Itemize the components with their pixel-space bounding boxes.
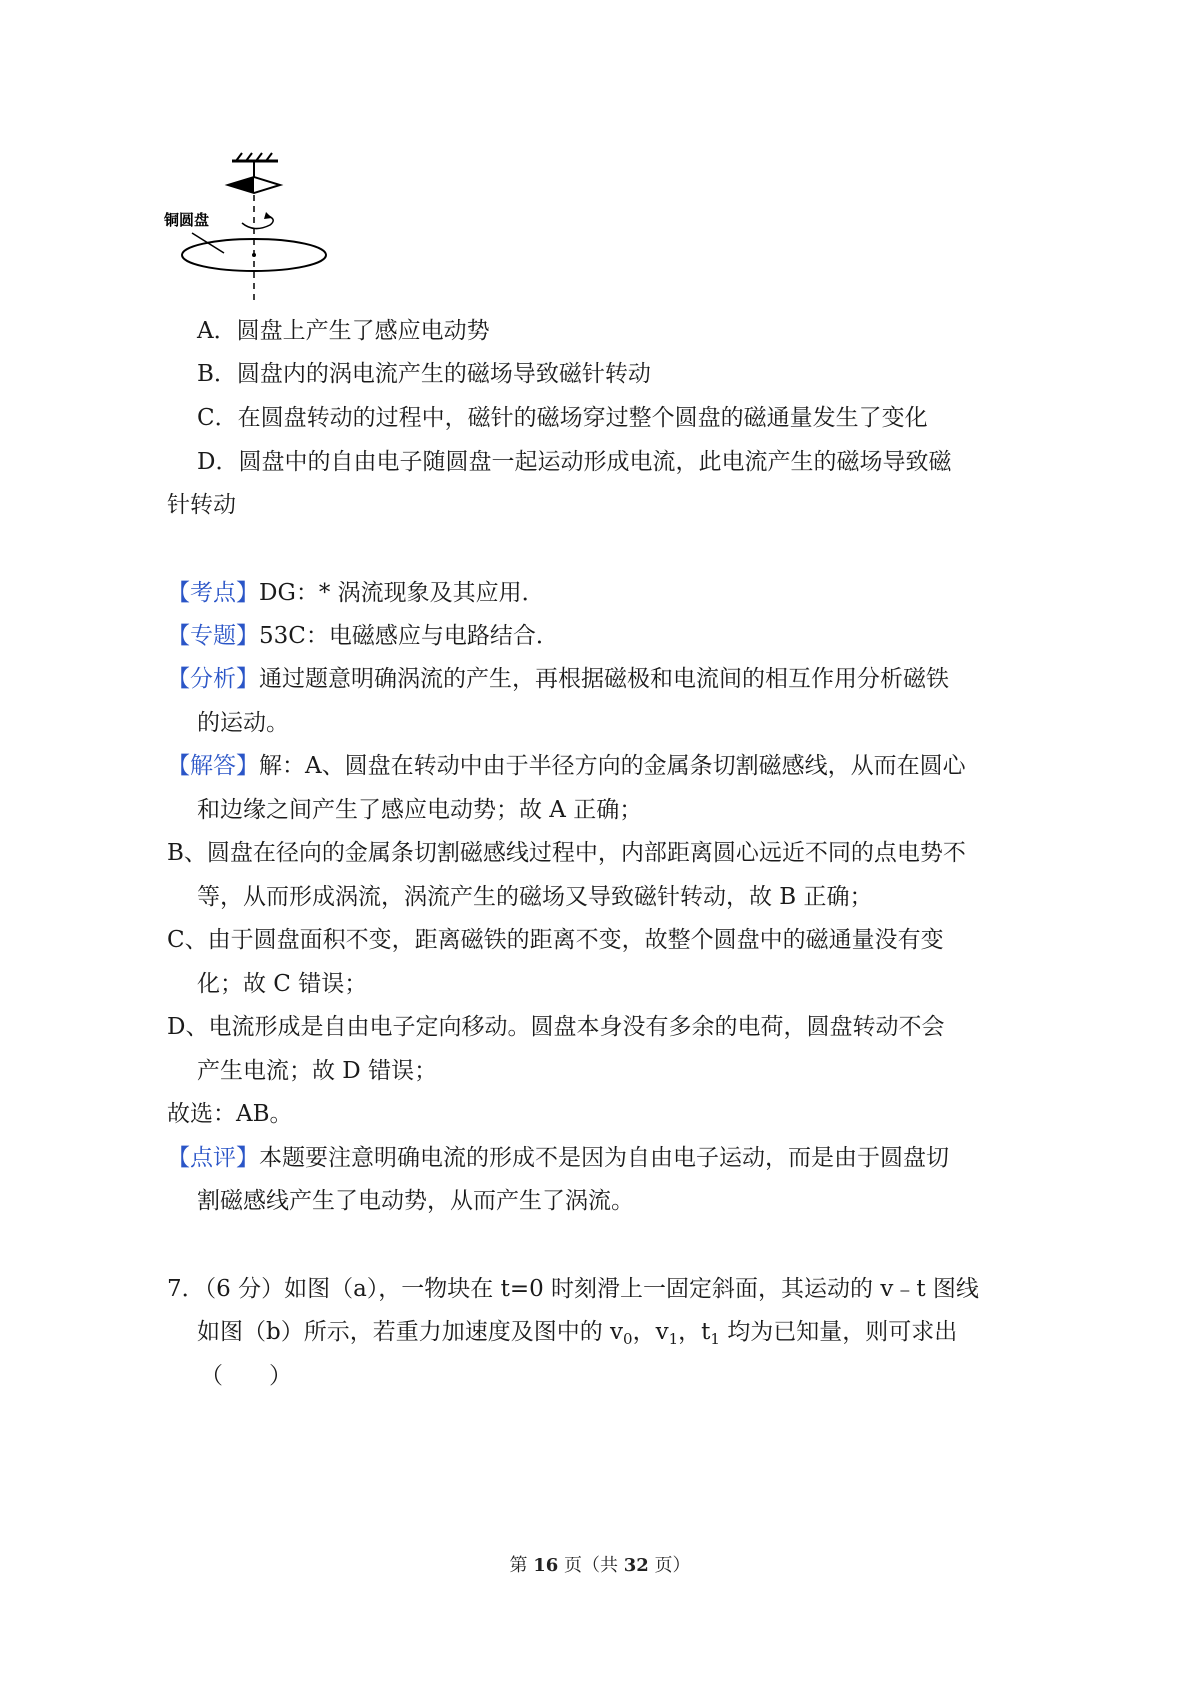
question-7-line-2 [197,1317,957,1354]
jieda-line: 化；故 C 错误； [197,971,368,997]
label-pointer [192,233,224,253]
figure-label: 铜圆盘 [164,211,210,229]
fenxi-row [167,664,949,694]
subscript: 1 [668,1330,679,1348]
total-page-number: 32 [623,1555,649,1576]
dianping-row [167,1143,949,1173]
page-footer [0,1551,1200,1577]
footer-text: 页（共 [558,1555,624,1576]
jieda-row [167,751,966,781]
dianping-tag: 【点评】 [167,1145,259,1171]
copper-disc-figure [164,155,340,305]
q7-text: 均为已知量，则可求出 [719,1319,958,1345]
jieda-line: B、圆盘在径向的金属条切割磁感线过程中，内部距离圆心远近不同的点电势不 [167,840,966,866]
q7-text: ，t [678,1319,711,1345]
question-7-line-1: 7．（6 分）如图（a），一物块在 t=0 时刻滑上一固定斜面，其运动的 v﹣t 图线 [167,1276,979,1302]
footer-text: 第 [509,1555,534,1576]
jieda-line: 等，从而形成涡流，涡流产生的磁场又导致磁针转动，故 B 正确； [197,884,873,910]
subscript: 1 [710,1330,720,1348]
kaodian-tag: 【考点】 [167,580,259,606]
zhuanti-tag: 【专题】 [167,623,259,649]
option-b: B．圆盘内的涡电流产生的磁场导致磁针转动 [197,361,651,387]
current-page-number: 16 [533,1555,559,1576]
jieda-tag: 【解答】 [167,753,259,779]
jieda-line: 和边缘之间产生了感应电动势；故 A 正确； [197,797,643,823]
option-c: C．在圆盘转动的过程中，磁针的磁场穿过整个圆盘的磁通量发生了变化 [197,405,928,431]
zhuanti-row [167,621,559,651]
kaodian-text: DG：* 涡流现象及其应用． [259,580,545,606]
option-d: D．圆盘中的自由电子随圆盘一起运动形成电流，此电流产生的磁场导致磁 [197,449,952,475]
kaodian-row [167,578,545,608]
dianping-text: 本题要注意明确电流的形成不是因为自由电子运动，而是由于圆盘切 [259,1145,949,1171]
fenxi-tag: 【分析】 [167,666,259,692]
fenxi-text: 通过题意明确涡流的产生，再根据磁极和电流间的相互作用分析磁铁 [259,666,949,692]
jieda-answer: 故选：AB。 [167,1101,293,1127]
subscript: 0 [623,1330,633,1348]
footer-text: 页） [648,1555,691,1576]
dianping-text-continued: 割磁感线产生了电动势，从而产生了涡流。 [197,1188,634,1214]
fenxi-text-continued: 的运动。 [197,710,289,736]
jieda-line: 产生电流；故 D 错误； [197,1058,438,1084]
question-7-answer-blank: （ ） [200,1363,292,1389]
q7-text: 如图（b）所示，若重力加速度及图中的 v [197,1319,624,1345]
jieda-line: 解：A、圆盘在转动中由于半径方向的金属条切割磁感线，从而在圆心 [259,753,966,779]
zhuanti-text: 53C：电磁感应与电路结合． [259,623,559,649]
jieda-line: C、由于圆盘面积不变，距离磁铁的距离不变，故整个圆盘中的磁通量没有变 [167,927,944,953]
option-d-continued: 针转动 [167,492,236,518]
jieda-line: D、电流形成是自由电子定向移动。圆盘本身没有多余的电荷，圆盘转动不会 [167,1014,945,1040]
option-a: A．圆盘上产生了感应电动势 [197,318,490,344]
q7-text: ，v [632,1319,669,1345]
